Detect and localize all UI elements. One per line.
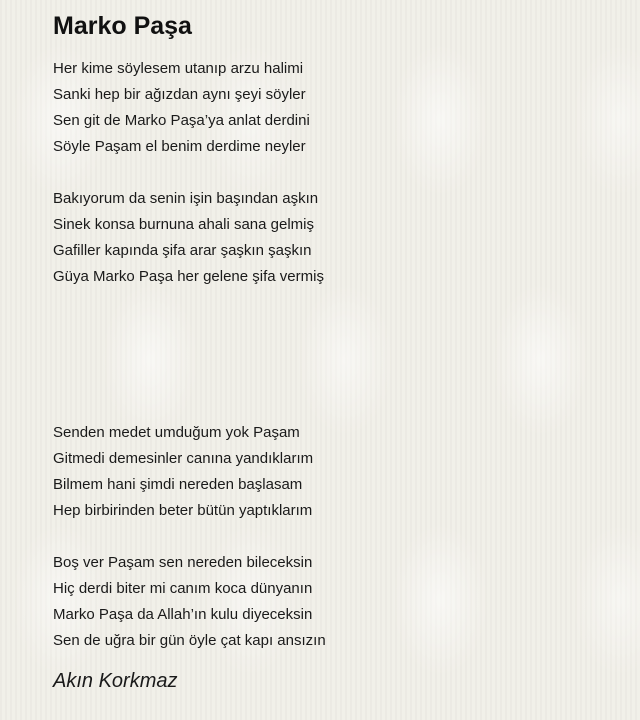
verse-line: Marko Paşa da Allah’ın kulu diyeceksin [53, 606, 313, 623]
verse-line: Sinek konsa burnuna ahali sana gelmiş [53, 216, 314, 233]
verse-line: Boş ver Paşam sen nereden bileceksin [53, 554, 313, 571]
verse-line: Sen git de Marko Paşa’ya anlat derdini [53, 112, 310, 129]
verse-line: Senden medet umduğum yok Paşam [53, 424, 300, 441]
verse-line: Gafiller kapında şifa arar şaşkın şaşkın [53, 242, 312, 259]
stanza-4 [53, 550, 613, 654]
verse-line: Hep birbirinden beter bütün yaptıklarım [53, 502, 313, 519]
verse-line: Söyle Paşam el benim derdime neyler [53, 138, 306, 155]
stanza-2 [53, 186, 613, 290]
poem-container [53, 10, 613, 694]
verse-line: Hiç derdi biter mi canım koca dünyanın [53, 580, 313, 597]
verse-line: Sanki hep bir ağızdan aynı şeyi söyler [53, 86, 306, 103]
verse-line: Sen de uğra bir gün öyle çat kapı ansızın [53, 632, 326, 649]
stanza-1 [53, 56, 613, 160]
stanza-3 [53, 420, 613, 524]
verse-line: Gitmedi demesinler canına yandıklarım [53, 450, 314, 467]
poem-body [53, 56, 613, 654]
verse-line: Güya Marko Paşa her gelene şifa vermiş [53, 268, 324, 285]
verse-line: Bakıyorum da senin işin başından aşkın [53, 190, 319, 207]
poem-title: Marko Paşa [53, 12, 192, 40]
poem-author: Akın Korkmaz [53, 670, 178, 692]
verse-line: Her kime söylesem utanıp arzu halimi [53, 60, 304, 77]
verse-line: Bilmem hani şimdi nereden başlasam [53, 476, 303, 493]
